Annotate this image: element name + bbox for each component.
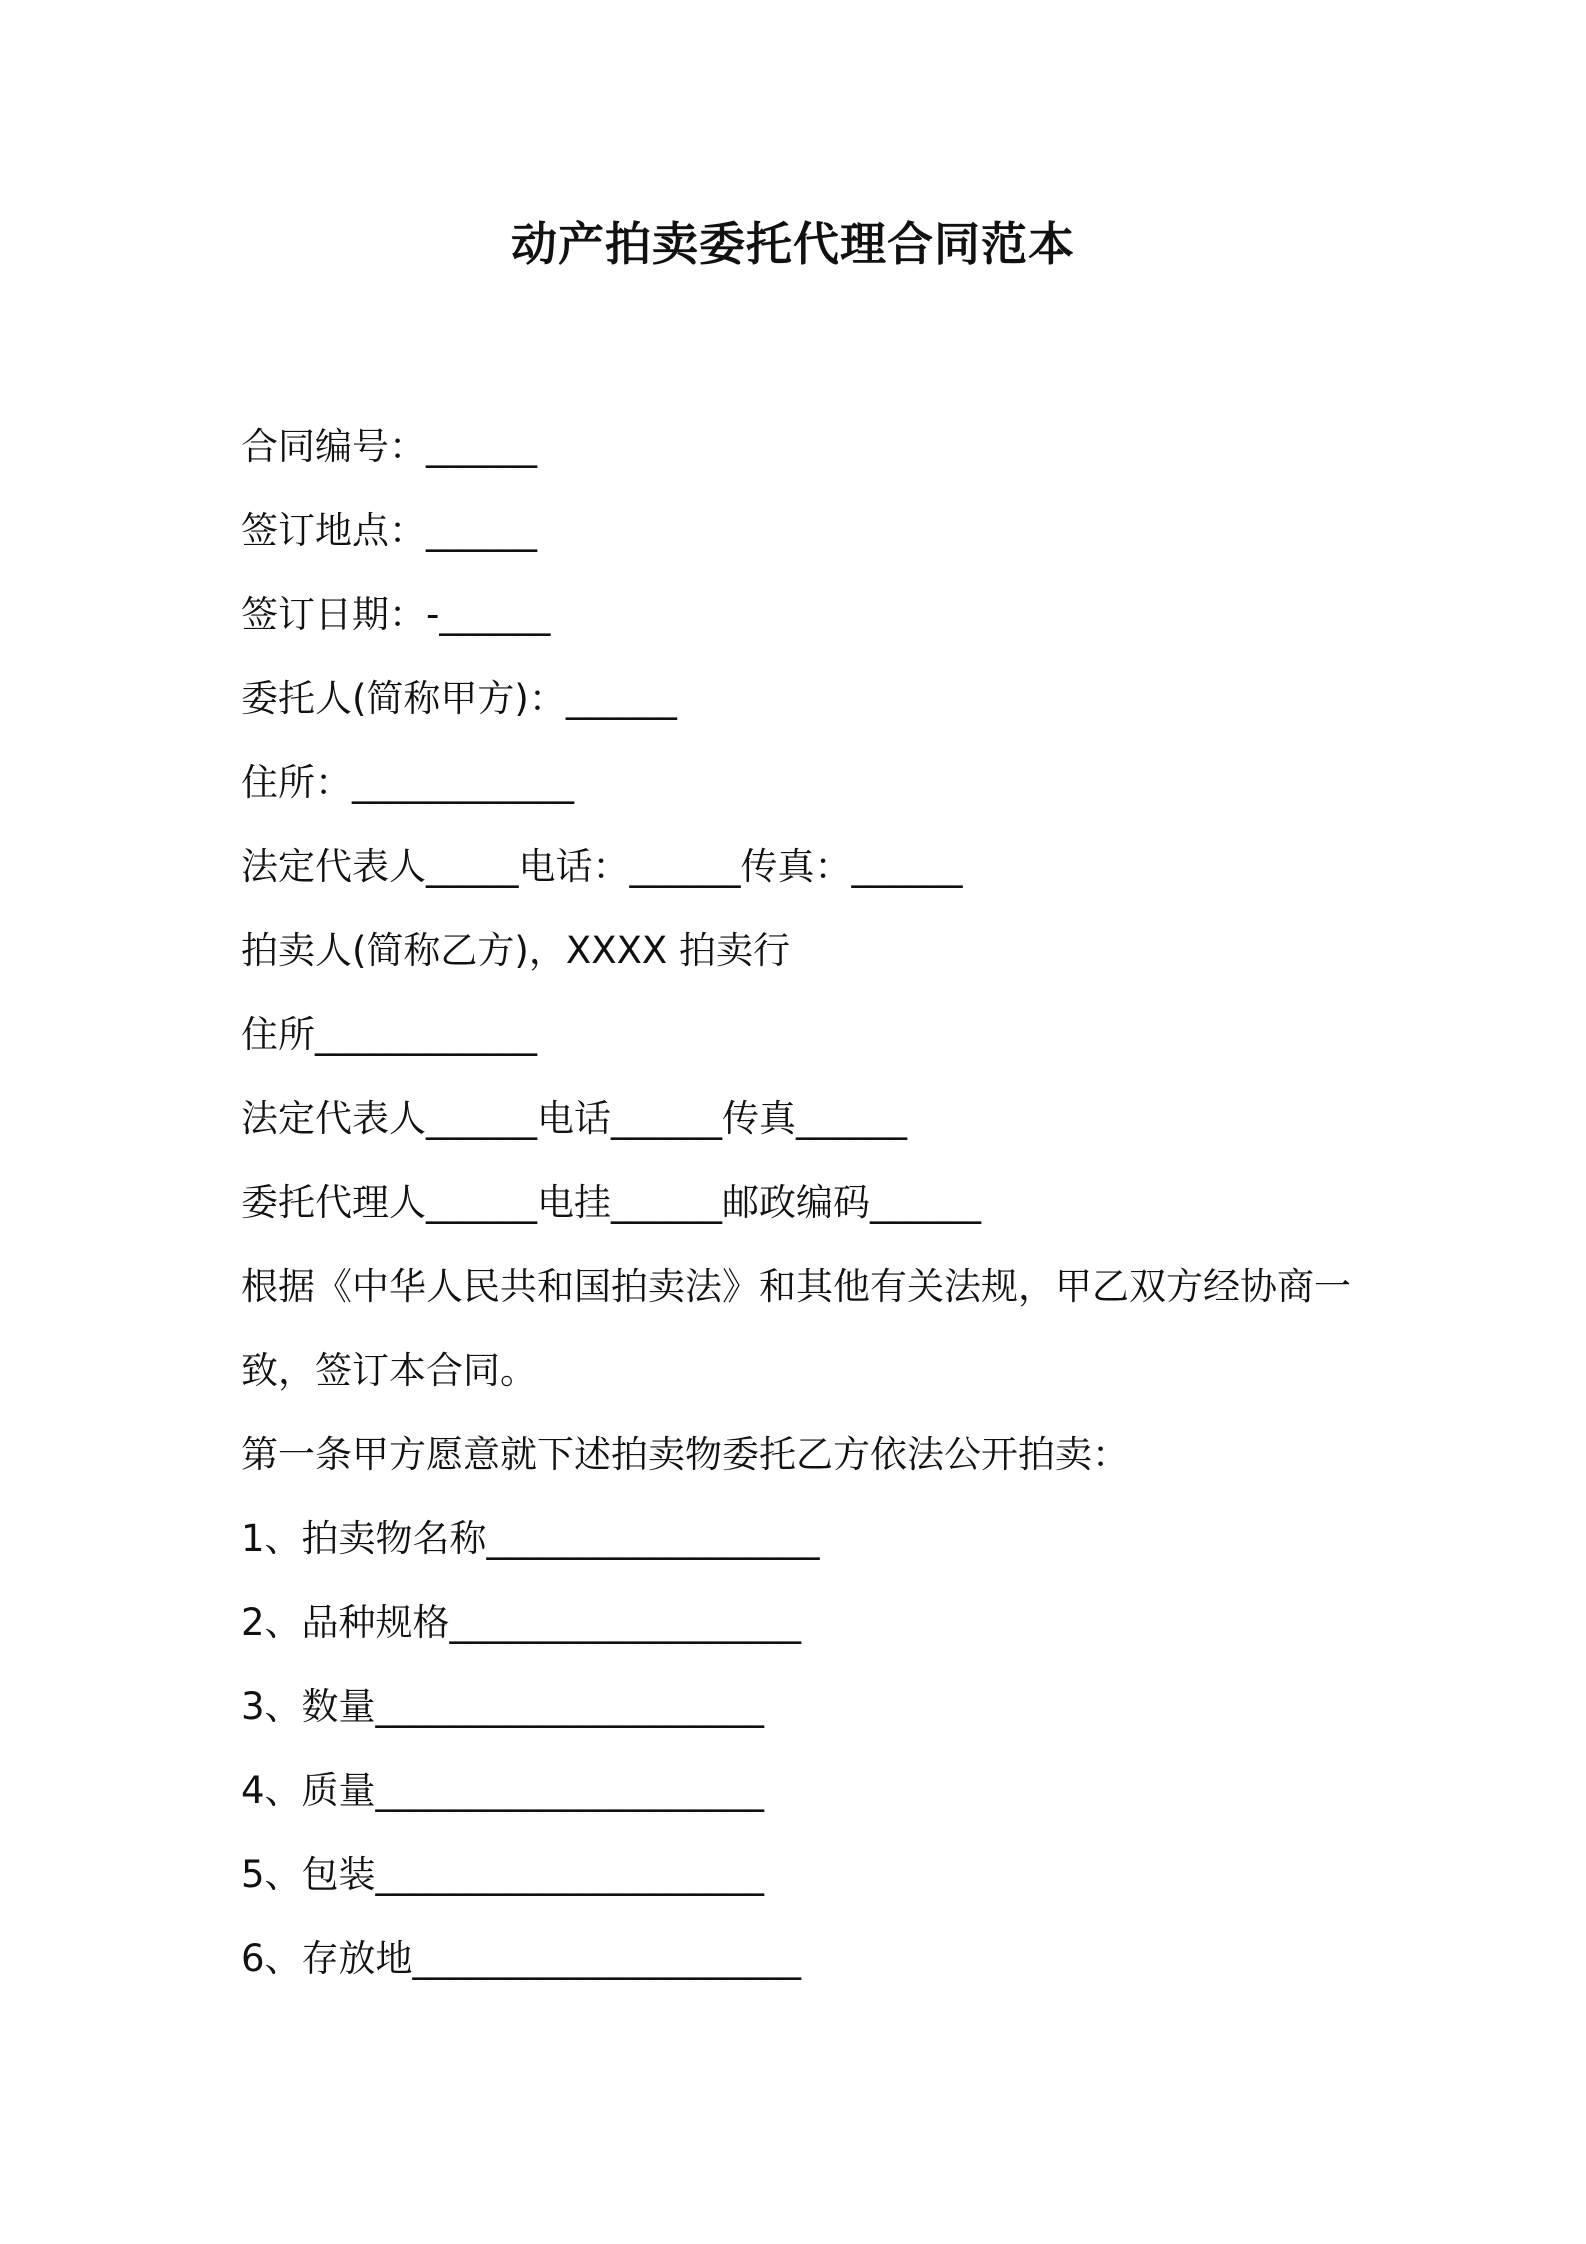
contract-number-line: 合同编号：______ <box>241 425 537 468</box>
document-body <box>241 405 1361 2001</box>
signing-date-line: 签订日期：-______ <box>241 593 551 636</box>
auctioneer-address-line: 住所____________ <box>241 1013 537 1056</box>
agent-line: 委托代理人______电挂______邮政编码______ <box>241 1181 981 1224</box>
principal-representative-line: 法定代表人_____电话：______传真：______ <box>241 845 963 888</box>
item-spec-line: 2、品种规格___________________ <box>241 1601 802 1644</box>
document-title: 动产拍卖委托代理合同范本 <box>511 217 1075 271</box>
preamble-line-2: 致，签订本合同。 <box>241 1349 537 1392</box>
item-quantity-line: 3、数量_____________________ <box>241 1685 765 1728</box>
item-quality-line: 4、质量_____________________ <box>241 1769 765 1812</box>
signing-place-line: 签订地点：______ <box>241 509 537 552</box>
auctioneer-line: 拍卖人(简称乙方)，XXXX 拍卖行 <box>241 929 791 972</box>
principal-address-line: 住所：____________ <box>241 761 574 804</box>
preamble-line-1: 根据《中华人民共和国拍卖法》和其他有关法规，甲乙双方经协商一 <box>241 1265 1351 1308</box>
auctioneer-representative-line: 法定代表人______电话______传真______ <box>241 1097 907 1140</box>
item-packaging-line: 5、包装_____________________ <box>241 1853 765 1896</box>
item-storage-line: 6、存放地_____________________ <box>241 1937 802 1980</box>
article-one-heading: 第一条甲方愿意就下述拍卖物委托乙方依法公开拍卖： <box>241 1433 1129 1476</box>
item-name-line: 1、拍卖物名称__________________ <box>241 1517 820 1560</box>
principal-line: 委托人(简称甲方)：______ <box>241 677 677 720</box>
